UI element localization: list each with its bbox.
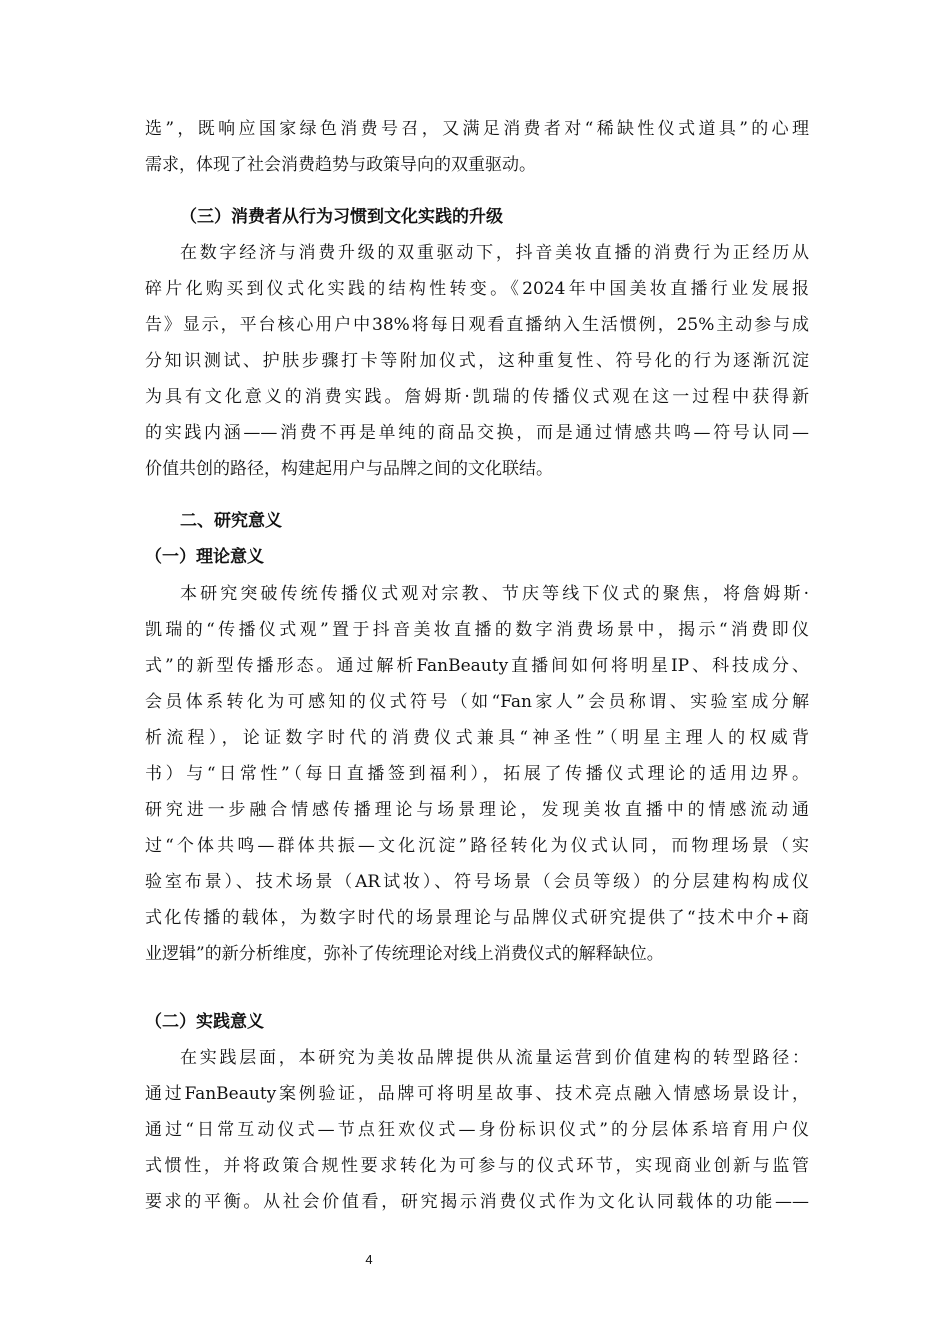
theory-line-10: 式化传播的载体，为数字时代的场景理论与品牌仪式研究提供了“技术中介+商 — [145, 908, 809, 928]
intro-line-1: 选”，既响应国家绿色消费号召，又满足消费者对“稀缺性仪式道具”的心理 — [145, 119, 809, 139]
research-significance-heading: 二、研究意义 — [180, 511, 282, 531]
section-3-line-3: 告》显示，平台核心用户中38%将每日观看直播纳入生活惯例，25%主动参与成 — [145, 315, 809, 335]
intro-line-2: 需求，体现了社会消费趋势与政策导向的双重驱动。 — [145, 155, 536, 175]
practice-line-1: 在实践层面，本研究为美妆品牌提供从流量运营到价值建构的转型路径： — [180, 1048, 809, 1068]
section-3-line-6: 的实践内涵——消费不再是单纯的商品交换，而是通过情感共鸣—符号认同— — [145, 423, 809, 443]
theory-line-1: 本研究突破传统传播仪式观对宗教、节庆等线下仪式的聚焦，将詹姆斯· — [180, 584, 809, 604]
theory-line-4: 会员体系转化为可感知的仪式符号（如“Fan家人”会员称谓、实验室成分解 — [145, 692, 809, 712]
theory-line-8: 过“个体共鸣—群体共振—文化沉淀”路径转化为仪式认同，而物理场景（实 — [145, 836, 809, 856]
section-3-line-1: 在数字经济与消费升级的双重驱动下，抖音美妆直播的消费行为正经历从 — [180, 243, 809, 263]
theory-line-3: 式”的新型传播形态。通过解析FanBeauty直播间如何将明星IP、科技成分、 — [145, 656, 809, 676]
theory-line-6: 书）与“日常性”（每日直播签到福利），拓展了传播仪式理论的适用边界。 — [145, 764, 809, 784]
practice-line-3: 通过“日常互动仪式—节点狂欢仪式—身份标识仪式”的分层体系培育用户仪 — [145, 1120, 809, 1140]
theory-line-2: 凯瑞的“传播仪式观”置于抖音美妆直播的数字消费场景中，揭示“消费即仪 — [145, 620, 809, 640]
section-3-line-4: 分知识测试、护肤步骤打卡等附加仪式，这种重复性、符号化的行为逐渐沉淀 — [145, 351, 809, 371]
practice-line-2: 通过FanBeauty案例验证，品牌可将明星故事、技术亮点融入情感场景设计， — [145, 1084, 809, 1104]
section-3-line-2: 碎片化购买到仪式化实践的结构性转变。《2024年中国美妆直播行业发展报 — [145, 279, 809, 299]
section-3-heading: （三）消费者从行为习惯到文化实践的升级 — [180, 207, 503, 227]
practice-heading: （二）实践意义 — [145, 1012, 264, 1032]
theory-line-7: 研究进一步融合情感传播理论与场景理论，发现美妆直播中的情感流动通 — [145, 800, 809, 820]
practice-line-5: 要求的平衡。从社会价值看，研究揭示消费仪式作为文化认同载体的功能—— — [145, 1192, 809, 1212]
theory-line-5: 析流程），论证数字时代的消费仪式兼具“神圣性”（明星主理人的权威背 — [145, 728, 809, 748]
page-number: 4 — [365, 1252, 373, 1267]
section-3-line-5: 为具有文化意义的消费实践。詹姆斯·凯瑞的传播仪式观在这一过程中获得新 — [145, 387, 809, 407]
section-3-line-7: 价值共创的路径，构建起用户与品牌之间的文化联结。 — [145, 459, 553, 479]
theory-heading: （一）理论意义 — [145, 547, 264, 567]
practice-line-4: 式惯性，并将政策合规性要求转化为可参与的仪式环节，实现商业创新与监管 — [145, 1156, 809, 1176]
theory-line-9: 验室布景）、技术场景（AR试妆）、符号场景（会员等级）的分层建构构成仪 — [145, 872, 809, 892]
theory-line-11: 业逻辑”的新分析维度，弥补了传统理论对线上消费仪式的解释缺位。 — [145, 944, 664, 964]
